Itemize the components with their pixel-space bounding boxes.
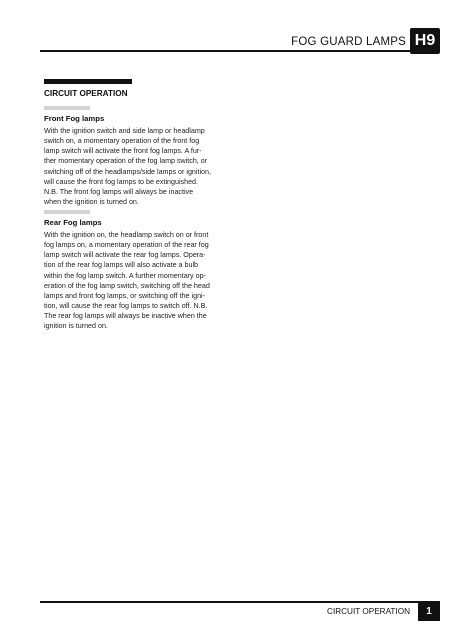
- section-heading-bar: [44, 79, 132, 84]
- section-heading: CIRCUIT OPERATION: [44, 89, 128, 98]
- page-header-title: FOG GUARD LAMPS: [291, 36, 406, 48]
- rear-fog-heading-bar: [44, 210, 90, 214]
- front-fog-heading-bar: [44, 106, 90, 110]
- rear-fog-paragraph: [44, 230, 230, 332]
- paragraph-line: tion of the rear fog lamps will also activate a bulb: [44, 261, 199, 270]
- paragraph-line: fog lamps on, a momentary operation of the rear fog: [44, 241, 209, 250]
- footer-section-label: CIRCUIT OPERATION: [327, 607, 410, 616]
- paragraph-line: switching off of the headlamps/side lamps or ignition,: [44, 167, 211, 176]
- paragraph-line: ther momentary operation of the fog lamp switch, or: [44, 157, 208, 166]
- paragraph-line: With the ignition switch and side lamp or headlamp: [44, 127, 205, 135]
- rear-fog-heading: Rear Fog lamps: [44, 218, 102, 227]
- paragraph-line: lamps and front fog lamps, or switching off the igni-: [44, 291, 206, 300]
- front-fog-paragraph: [44, 126, 230, 207]
- paragraph-line: The rear fog lamps will always be inactive when the: [44, 312, 207, 321]
- header-divider: [40, 50, 440, 52]
- paragraph-line: within the fog lamp switch. A further momentary op-: [44, 271, 206, 280]
- paragraph-line: tion, will cause the rear fog lamps to switch off. N.B.: [44, 302, 208, 311]
- paragraph-line: when the ignition is turned on.: [44, 198, 139, 207]
- section-code-badge: H9: [410, 28, 440, 54]
- footer-divider: [40, 601, 440, 603]
- paragraph-line: With the ignition on, the headlamp switch on or front: [44, 231, 209, 239]
- paragraph-line: lamp switch will activate the front fog lamps. A fur-: [44, 147, 202, 156]
- paragraph-line: switch on, a momentary operation of the front fog: [44, 137, 200, 146]
- paragraph-line: lamp switch will activate the rear fog lamps. Opera-: [44, 251, 206, 260]
- paragraph-line: eration of the fog lamp switch, switching off the head: [44, 281, 210, 290]
- paragraph-line: ignition is turned on.: [44, 322, 108, 331]
- page-number-badge: 1: [418, 601, 440, 621]
- front-fog-heading: Front Fog lamps: [44, 114, 105, 123]
- paragraph-line: will cause the front fog lamps to be extinguished.: [44, 177, 199, 186]
- paragraph-line: N.B. The front fog lamps will always be inactive: [44, 187, 194, 196]
